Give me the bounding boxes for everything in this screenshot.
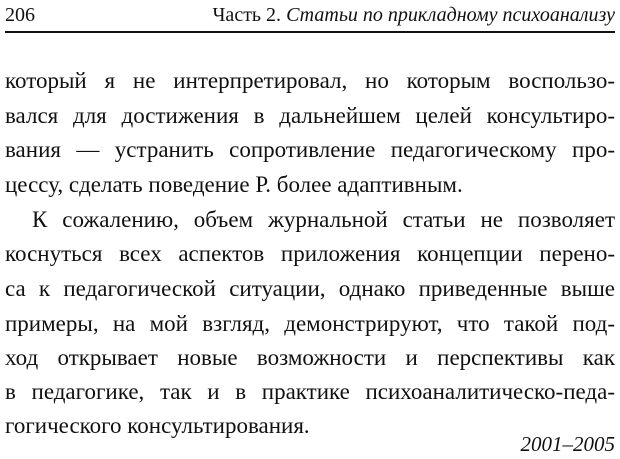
date-range: 2001–2005 [520,432,615,456]
body-line: цессу, сделать поведение Р. более адаптивным. [5,172,463,197]
body-line: вался для достижения в дальнейшем целей консультиро- [5,103,615,128]
running-head [5,2,615,32]
body-line: гогического консультирования. [5,413,310,438]
header-rule [5,31,615,33]
part-title: Статьи по прикладному психоанализу [286,4,615,26]
body-line: ход открывает новые возможности и перспективы как [5,345,615,370]
body-line: коснуться всех аспектов приложения концепции перено- [5,241,615,266]
part-label: Часть 2. [212,4,282,26]
body-line: вания — устранить сопротивление педагогическому про- [5,137,615,162]
body-line: который я не интерпретировал, но которым воспользо- [5,68,615,93]
page-number: 206 [5,4,35,26]
body-line: са к педагогической ситуации, однако приведенные выше [5,276,615,301]
body-line: в педагогике, так и в практике психоаналитическо-педа- [5,379,615,404]
body-line: примеры, на мой взгляд, демонстрируют, что такой под- [5,311,615,336]
running-head-title [212,2,615,28]
body-line: К сожалению, объем журнальной статьи не позволяет [32,207,615,232]
